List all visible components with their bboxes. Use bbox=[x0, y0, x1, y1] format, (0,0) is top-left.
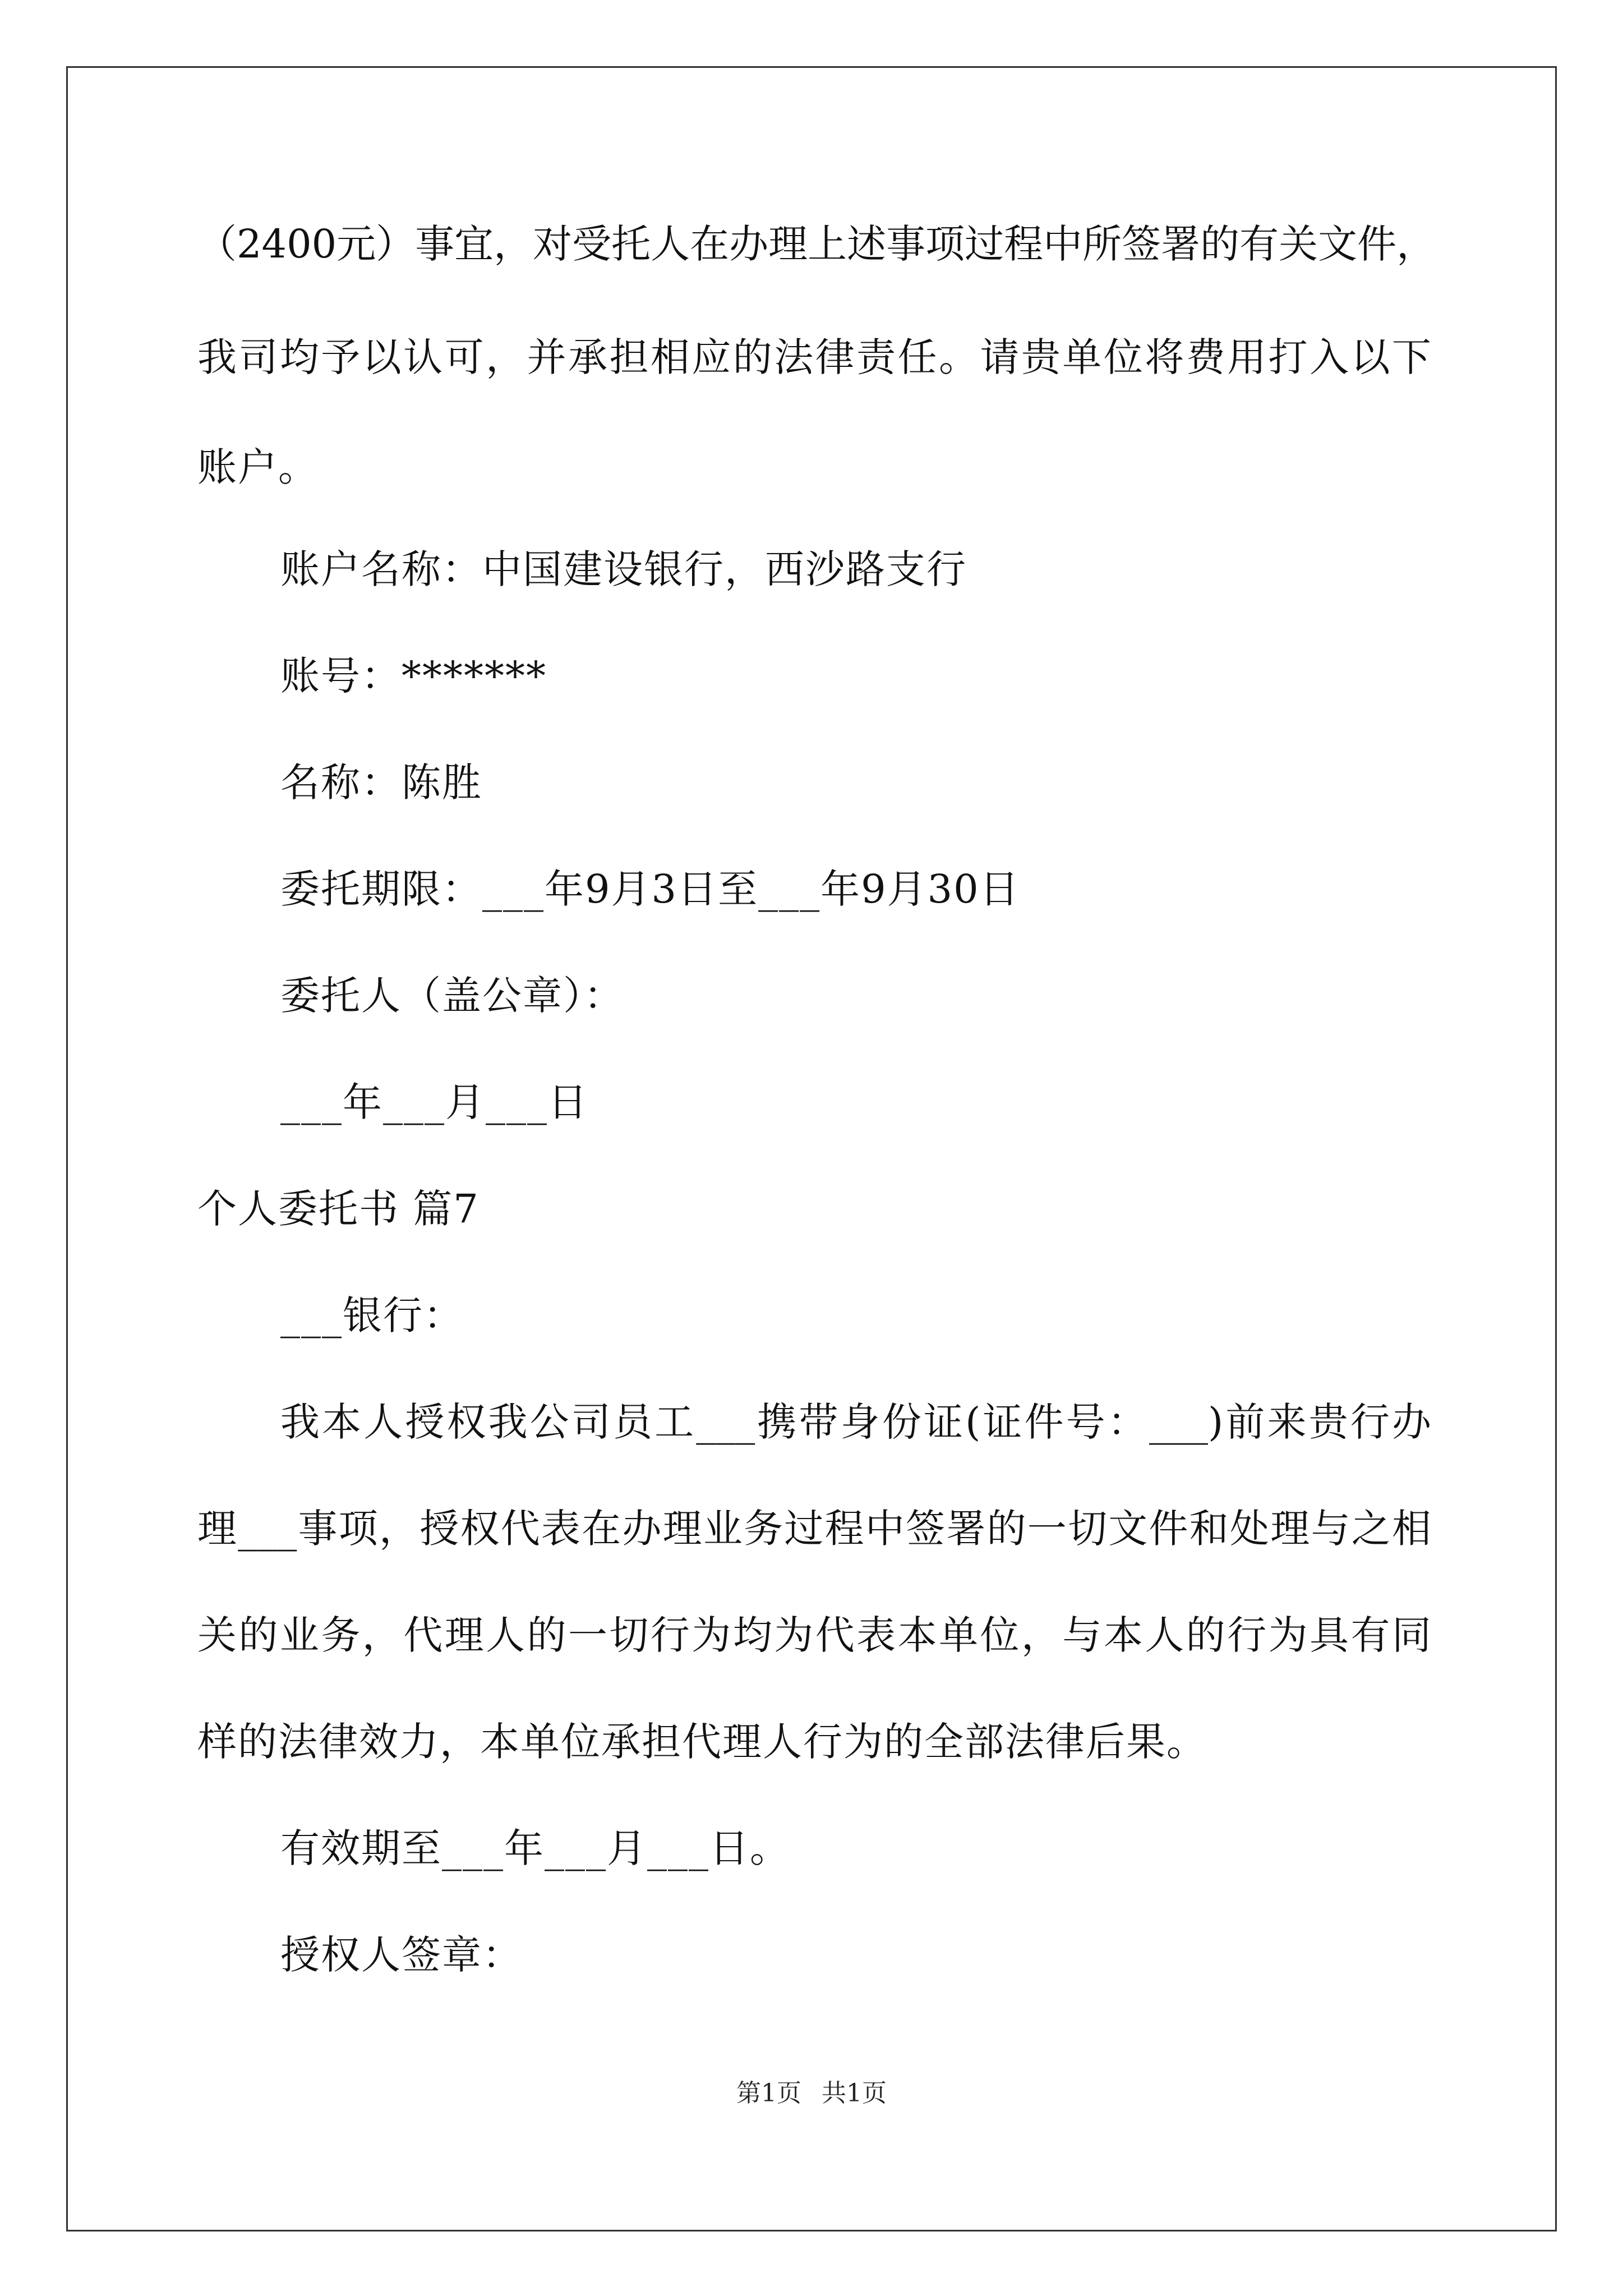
page-number: 第1页 bbox=[736, 2079, 801, 2108]
term-line: 委托期限：___年9月3日至___年9月30日 bbox=[280, 866, 1020, 912]
paragraph-line: 我司均予以认可，并承担相应的法律责任。请贵单位将费用打入以下 bbox=[197, 334, 1431, 380]
account-name-line: 账户名称：中国建设银行，西沙路支行 bbox=[280, 546, 967, 592]
account-number-line: 账号：******* bbox=[280, 653, 547, 699]
page-border bbox=[66, 66, 1557, 2231]
salutation-line: ___银行： bbox=[280, 1292, 464, 1338]
paragraph-line: 理___事项，授权代表在办理业务过程中签署的一切文件和处理与之相 bbox=[197, 1506, 1431, 1552]
page-footer bbox=[0, 2078, 1623, 2109]
holder-name-line: 名称：陈胜 bbox=[280, 760, 482, 806]
paragraph-line: 我本人授权我公司员工___携带身份证(证件号：___)前来贵行办 bbox=[280, 1399, 1431, 1445]
paragraph-line: （2400元）事宜，对受托人在办理上述事项过程中所签署的有关文件， bbox=[197, 221, 1436, 267]
date-line: ___年___月___日 bbox=[280, 1079, 588, 1125]
paragraph-line: 样的法律效力，本单位承担代理人行为的全部法律后果。 bbox=[197, 1719, 1207, 1765]
section-heading: 个人委托书 篇7 bbox=[197, 1186, 479, 1232]
signature-line: 授权人签章： bbox=[280, 1932, 523, 1978]
principal-seal-line: 委托人（盖公章）： bbox=[280, 973, 624, 1019]
paragraph-line: 账户。 bbox=[197, 444, 319, 490]
page-count: 共1页 bbox=[822, 2079, 887, 2108]
paragraph-line: 关的业务，代理人的一切行为均为代表本单位，与本人的行为具有同 bbox=[197, 1612, 1431, 1658]
validity-line: 有效期至___年___月___日。 bbox=[280, 1825, 790, 1871]
